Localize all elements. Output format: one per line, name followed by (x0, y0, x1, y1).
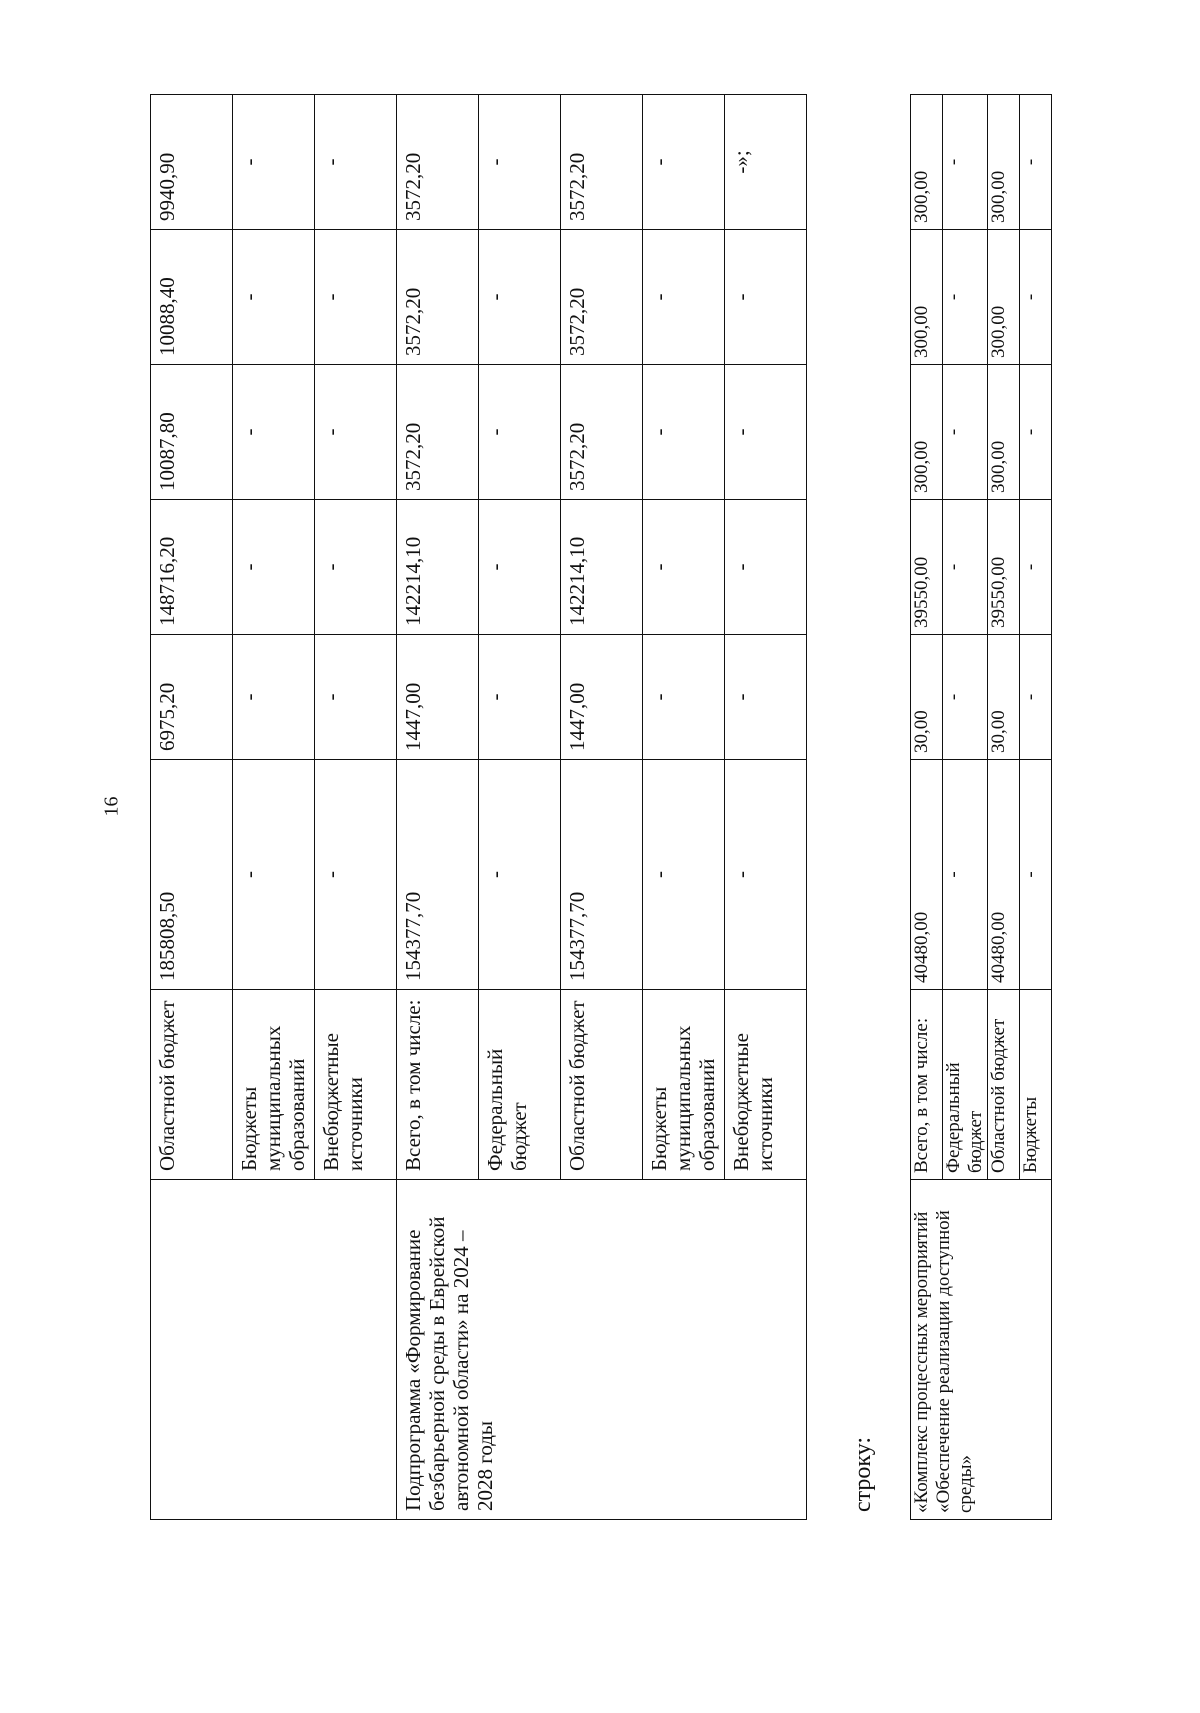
funding-source-cell: Федеральный бюджет (479, 990, 561, 1180)
funding-source-cell: Бюджеты муниципальных образований (233, 990, 315, 1180)
funding-source-cell: Областной бюджет (151, 990, 233, 1180)
value-cell: 185808,50 (151, 760, 233, 990)
value-cell: 3572,20 (561, 95, 643, 230)
funding-source-cell: Внебюджетные источники (315, 990, 397, 1180)
value-cell: - (315, 365, 397, 500)
value-cell: 300,00 (987, 95, 1019, 230)
value-cell: 154377,70 (397, 760, 479, 990)
value-cell: - (479, 365, 561, 500)
value-cell: - (643, 635, 725, 760)
value-cell: 154377,70 (561, 760, 643, 990)
value-cell: - (479, 230, 561, 365)
value-cell: - (643, 365, 725, 500)
value-cell: 300,00 (911, 95, 943, 230)
value-cell: 300,00 (987, 230, 1019, 365)
value-cell: 142214,10 (561, 500, 643, 635)
value-cell: - (233, 760, 315, 990)
value-cell: 300,00 (987, 365, 1019, 500)
value-cell: - (725, 635, 807, 760)
funding-table (150, 94, 807, 1520)
value-cell: 148716,20 (151, 500, 233, 635)
value-cell: - (315, 230, 397, 365)
value-cell: 3572,20 (397, 95, 479, 230)
process-measures-table (910, 94, 1052, 1520)
value-cell: - (943, 95, 988, 230)
program-cell: Подпрограмма «Формирование безбарьерной среды в Еврейской автономной области» на 2024 – 2028 годы (397, 1180, 807, 1520)
value-cell: 30,00 (911, 635, 943, 760)
value-cell: - (943, 365, 988, 500)
funding-source-cell: Бюджеты муниципальных образований (643, 990, 725, 1180)
value-cell: 30,00 (987, 635, 1019, 760)
value-cell: - (315, 635, 397, 760)
funding-source-cell: Областной бюджет (987, 990, 1019, 1180)
value-cell: - (725, 230, 807, 365)
value-cell: 10087,80 (151, 365, 233, 500)
value-cell: - (725, 760, 807, 990)
value-cell: - (643, 230, 725, 365)
table-row (397, 95, 479, 1520)
funding-source-cell: Федеральный бюджет (943, 990, 988, 1180)
value-cell: - (1019, 760, 1051, 990)
table-row (911, 95, 943, 1520)
value-cell: - (233, 500, 315, 635)
value-cell: -»; (725, 95, 807, 230)
funding-source-cell: Областной бюджет (561, 990, 643, 1180)
value-cell: 3572,20 (397, 365, 479, 500)
value-cell: - (479, 500, 561, 635)
program-cell (151, 1180, 397, 1520)
value-cell: - (943, 500, 988, 635)
value-cell: 300,00 (911, 365, 943, 500)
value-cell: 1447,00 (397, 635, 479, 760)
value-cell: - (233, 635, 315, 760)
value-cell: 3572,20 (561, 365, 643, 500)
value-cell: - (1019, 635, 1051, 760)
value-cell: 3572,20 (397, 230, 479, 365)
landscape-content (120, 90, 1180, 1530)
value-cell: - (643, 760, 725, 990)
rotated-page-content (120, 90, 1180, 1530)
value-cell: - (943, 230, 988, 365)
page-number: 16 (100, 796, 123, 817)
value-cell: - (1019, 500, 1051, 635)
value-cell: - (1019, 365, 1051, 500)
value-cell: - (725, 365, 807, 500)
value-cell: - (943, 760, 988, 990)
value-cell: 142214,10 (397, 500, 479, 635)
value-cell: 1447,00 (561, 635, 643, 760)
value-cell: - (643, 500, 725, 635)
funding-source-cell: Внебюджетные источники (725, 990, 807, 1180)
value-cell: - (479, 760, 561, 990)
funding-source-cell: Всего, в том числе: (911, 990, 943, 1180)
value-cell: - (233, 95, 315, 230)
value-cell: 6975,20 (151, 635, 233, 760)
table-row (151, 95, 233, 1520)
value-cell: - (1019, 95, 1051, 230)
value-cell: - (643, 95, 725, 230)
value-cell: 10088,40 (151, 230, 233, 365)
value-cell: 9940,90 (151, 95, 233, 230)
value-cell: - (233, 230, 315, 365)
value-cell: - (943, 635, 988, 760)
value-cell: - (479, 635, 561, 760)
program-cell: «Комплекс процессных мероприятий «Обеспечение реализации доступной среды» (911, 1180, 1052, 1520)
value-cell: - (725, 500, 807, 635)
value-cell: - (315, 760, 397, 990)
value-cell: - (1019, 230, 1051, 365)
value-cell: - (315, 500, 397, 635)
value-cell: 40480,00 (911, 760, 943, 990)
intro-word: строку: (850, 1436, 876, 1512)
value-cell: 39550,00 (987, 500, 1019, 635)
value-cell: - (315, 95, 397, 230)
value-cell: - (479, 95, 561, 230)
value-cell: 39550,00 (911, 500, 943, 635)
funding-source-cell: Всего, в том числе: (397, 990, 479, 1180)
value-cell: 300,00 (911, 230, 943, 365)
funding-source-cell: Бюджеты (1019, 990, 1051, 1180)
value-cell: - (233, 365, 315, 500)
value-cell: 40480,00 (987, 760, 1019, 990)
value-cell: 3572,20 (561, 230, 643, 365)
